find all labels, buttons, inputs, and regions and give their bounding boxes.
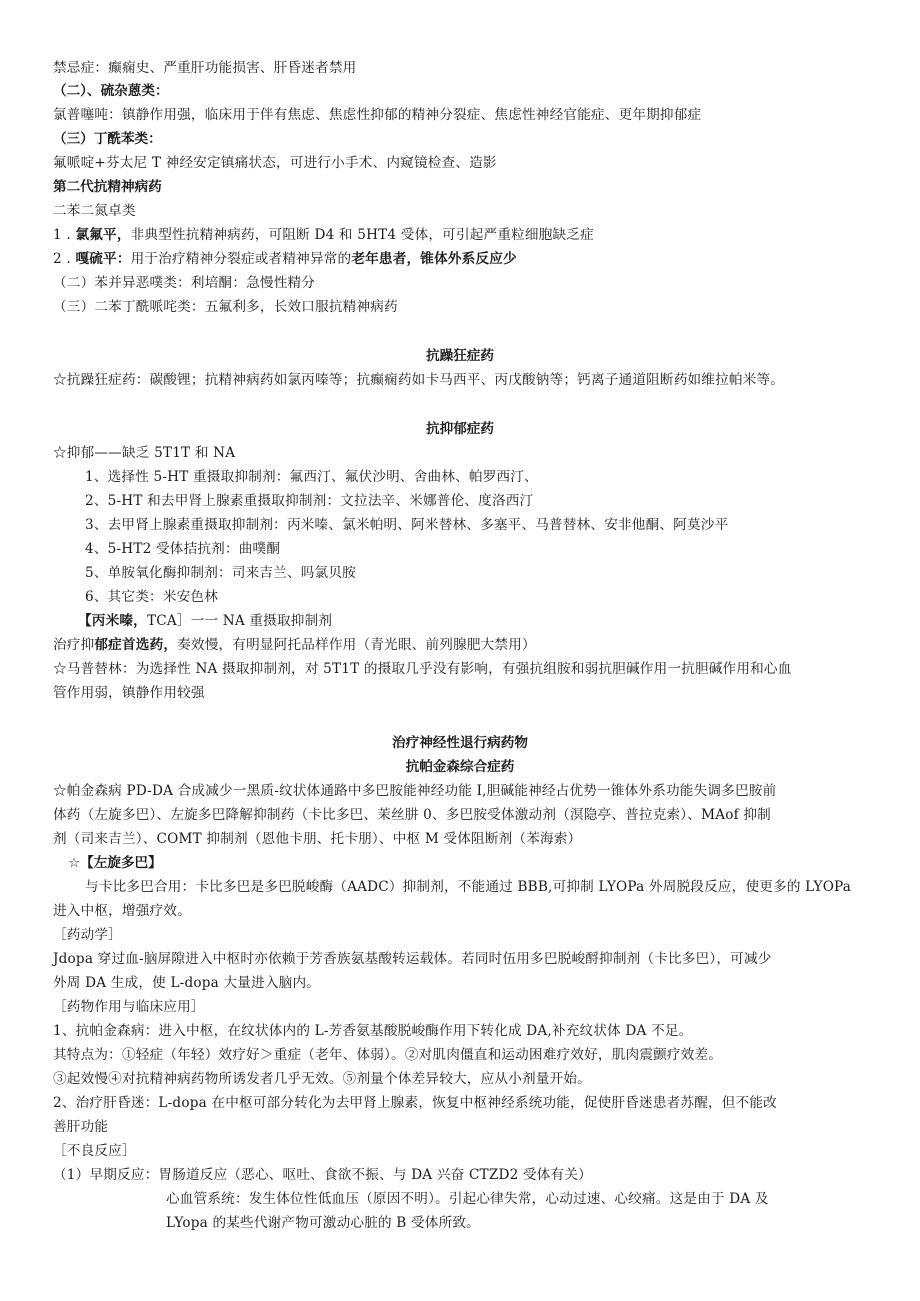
antimanic-line: ☆抗躁狂症药：碳酸锂；抗精神病药如氯丙嗪等；抗癫痫药如卡马西平、丙戊酸钠等；钙离子通道阻断药如维拉帕米等。 bbox=[53, 372, 785, 388]
cardiovascular-line: 心血管系统：发生体位性低血压（原因不明）。引起心律失常，心动过速、心绞痛。这是由于 DA 及 bbox=[166, 1191, 769, 1207]
maprotiline-line: ☆马普替林：为选择性 NA 摄取抑制剂，对 5T1T 的摄取几乎没有影响，有强抗组胺和弱抗胆碱作用一抗胆碱作用和心血 bbox=[53, 661, 792, 677]
contraindication-line: 禁忌症：癫痫史、严重肝功能损害、肝昏迷者禁用 bbox=[53, 60, 357, 76]
emphasis-bold: 郁症首选药， bbox=[94, 637, 178, 653]
chlorprothixene-line: 氯普噻吨：镇静作用强，临床用于伴有焦虑、焦虑性抑郁的精神分裂症、焦虑性神经官能症、更年期抑郁症 bbox=[53, 107, 702, 123]
pharmacokinetics-line-cont: 外周 DA 生成，使 L-dopa 大量进入脑内。 bbox=[53, 975, 321, 991]
pharmacokinetics-line: Jdopa 穿过血-脑屏隙进入中枢时亦依赖于芳香族氨基酸转运载体。若同时伍用多巴脱峻酹抑制剂（卡比多巴），可减少 bbox=[53, 951, 772, 967]
heading-second-gen-antipsychotics: 第二代抗精神病药 bbox=[53, 179, 162, 195]
parkinson-line-3: 剂（司来吉兰）、COMT 抑制剂（恩他卡朋、托卡朋）、中枢 M 受体阻断剂（苯海索） bbox=[53, 831, 582, 847]
features-line-2: ③起效慢④对抗精神病药物所诱发者几乎无效。⑤剂量个体差异较大，应从小剂量开始。 bbox=[53, 1071, 591, 1087]
drug-name-bold: 嘎硫平： bbox=[75, 251, 131, 267]
list-number: 2 . bbox=[53, 251, 71, 267]
penfluridol-line: （三）二苯丁酰哌咤类：五氟利多，长效口服抗精神病药 bbox=[53, 299, 398, 315]
text-plain: 奏效慢，有明显阿托品样作用（青光眼、前列腺肥大禁用） bbox=[177, 637, 536, 653]
drug-description: TCA］一一 NA 重摄取抑制剂 bbox=[146, 613, 333, 629]
droperidol-line: 氟哌啶+芬太尼 T 神经安定镇痛状态，可进行小手术、内窥镜检查、造影 bbox=[53, 155, 497, 171]
drug-name-bold: 【丙米嗪， bbox=[78, 613, 147, 629]
heading-neurodegenerative-drugs: 治疗神经性退行病药物 bbox=[392, 735, 528, 751]
adverse-reactions-heading: ［不良反应］ bbox=[53, 1143, 136, 1159]
dibenzodiazepines-line: 二苯二氮卓类 bbox=[53, 203, 136, 219]
drug-description: 用于治疗精神分裂症或者精神异常的 bbox=[130, 251, 352, 267]
carbidopa-line: 与卡比多巴合用：卡比多巴是多巴脱峻酶（AADC）抑制剂，不能通过 BBB,可抑制 LYOPa 外周脱段反应，使更多的 LYOPa bbox=[85, 879, 852, 895]
action-and-use-heading: ［药物作用与临床应用］ bbox=[53, 999, 205, 1015]
pharmacokinetics-heading: ［药动学］ bbox=[53, 927, 122, 943]
carbidopa-line-cont: 进入中枢，增强疗效。 bbox=[53, 903, 191, 919]
list-number: 1 . bbox=[53, 227, 71, 243]
parkinson-line-2: 体药（左旋多巴）、左旋多巴降解抑制药（卡比多巴、茉丝肼 0、多巴胺受体激动剂（溟隐亭、普拉克索）、MAof 抑制 bbox=[53, 807, 771, 823]
features-line-1: 其特点为：①轻症（年轻）效疗好＞重症（老年、体弱）。②对肌肉僵直和运动困难疗效好，肌肉震颤疗效差。 bbox=[53, 1047, 723, 1063]
clozapine-line bbox=[53, 225, 594, 245]
heading-antidepressants: 抗抑郁症药 bbox=[426, 421, 494, 437]
heading-levodopa: ☆【左旋多巴】 bbox=[68, 855, 162, 871]
section-heading-butyrophenones: （三）丁酰苯类： bbox=[53, 131, 162, 147]
anti-parkinson-line: 1、抗帕金森病：进入中枢，在纹状体内的 L-芳香氨基酸脱峻酶作用下转化成 DA,补充纹状体 DA 不足。 bbox=[53, 1023, 693, 1039]
drug-description: 非典型性抗精神病药，可阻断 D4 和 5HT4 受体，可引起严重粒细胞缺乏症 bbox=[130, 227, 594, 243]
depression-cause-line: ☆抑郁——缺乏 5T1T 和 NA bbox=[53, 445, 236, 461]
emphasis-bold: 老年患者，锥体外系反应少 bbox=[351, 251, 517, 267]
quetiapine-line bbox=[53, 249, 517, 269]
cardiovascular-line-cont: LYopa 的某些代谢产物可激动心脏的 B 受体所致。 bbox=[166, 1215, 480, 1231]
list-item-maoi: 5、单胺氧化酶抑制剂：司来吉兰、吗氯贝胺 bbox=[85, 565, 356, 581]
parkinson-line-1: ☆帕金森病 PD-DA 合成减少一黑质-纹状体通路中多巴胺能神经功能 I,胆碱能神经占优势一锥体外系功能失调多巴胺前 bbox=[53, 783, 777, 799]
heading-antimanic-drugs: 抗躁狂症药 bbox=[426, 348, 494, 364]
list-item-snri: 2、5-HT 和去甲肾上腺素重摄取抑制剂：文拉法辛、米娜普伦、度洛西汀 bbox=[85, 493, 534, 509]
early-reactions-line: （1）早期反应：胃肠道反应（恶心、呕吐、食欲不振、与 DA 兴奋 CTZD2 受体有关） bbox=[53, 1167, 592, 1183]
text-plain: 治疗抑 bbox=[53, 637, 95, 653]
list-item-5ht2: 4、5-HT2 受体拮抗剂：曲噗酮 bbox=[85, 541, 281, 557]
maprotiline-line-cont: 管作用弱，镇静作用较强 bbox=[53, 685, 205, 701]
hepatic-coma-line: 2、治疗肝昏迷：L-dopa 在中枢可部分转化为去甲肾上腺素，恢复中枢神经系统功能，促使肝昏迷患者苏醒，但不能改 bbox=[53, 1095, 777, 1111]
list-item-nri: 3、去甲肾上腺素重摄取抑制剂：丙米嗪、氯米帕明、阿米替林、多塞平、马普替林、安非他酮、阿莫沙平 bbox=[85, 517, 729, 533]
drug-name-bold: 氯氟平， bbox=[75, 227, 131, 243]
imipramine-line bbox=[78, 611, 332, 631]
hepatic-coma-line-cont: 善肝功能 bbox=[53, 1119, 109, 1135]
section-heading-thioxanthenes: （二）、硫杂蒽类： bbox=[53, 83, 169, 99]
depression-treatment-line bbox=[53, 635, 536, 655]
risperidone-line: （二）苯并异恶噗类：利培酮：急慢性精分 bbox=[53, 275, 316, 291]
heading-antiparkinson-drugs: 抗帕金森综合症药 bbox=[405, 759, 515, 775]
list-item-ssri: 1、选择性 5-HT 重摄取抑制剂：氟西汀、氟伏沙明、舍曲林、帕罗西汀、 bbox=[85, 469, 538, 485]
list-item-others: 6、其它类：米安色林 bbox=[85, 589, 218, 605]
